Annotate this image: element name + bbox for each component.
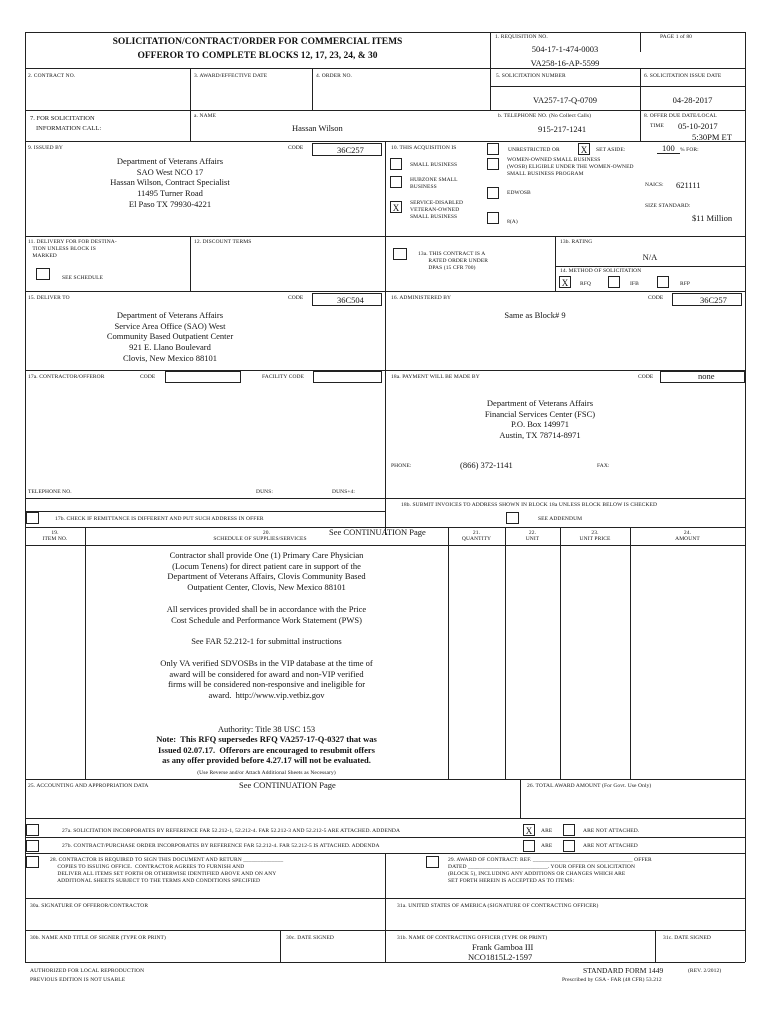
sdvosb-label: SERVICE-DISABLED VETERAN-OWNED SMALL BUSINESS (410, 200, 464, 220)
b6-label: 6. SOLICITATION ISSUE DATE (644, 73, 722, 79)
b9-code-label: CODE (288, 145, 304, 151)
b27b-are-checkbox[interactable] (523, 840, 535, 852)
b31a-label: 31a. UNITED STATES OF AMERICA (SIGNATURE OF CONTRACTING OFFICER) (397, 903, 599, 909)
prescribed-by: Prescribed by GSA - FAR (48 CFR) 53.212 (562, 977, 662, 983)
reverse-note: (Use Reverse and/or Attach Additional Sheets as Necessary) (197, 770, 336, 776)
contact-name: Hassan Wilson (292, 123, 343, 133)
contractor-code-input[interactable] (165, 371, 241, 383)
set-aside-label: SET ASIDE: (596, 147, 626, 153)
b17a-code-label: CODE (140, 374, 156, 380)
phone-label: PHONE: (391, 463, 412, 469)
rfq-label: RFQ (580, 281, 591, 287)
col-amount: AMOUNT (675, 536, 700, 542)
unrestricted-checkbox[interactable] (487, 143, 499, 155)
ifb-checkbox[interactable] (608, 276, 620, 288)
rfq-checkbox[interactable]: X (559, 276, 571, 288)
b15-code-label: CODE (288, 295, 304, 301)
col-unit: UNIT (525, 536, 540, 542)
b4-label: 4. ORDER NO. (316, 73, 353, 79)
set-aside-checkbox[interactable]: X (578, 143, 590, 155)
form-subtitle: OFFEROR TO COMPLETE BLOCKS 12, 17, 23, 24, & 30 (137, 51, 378, 61)
b9-label: 9. ISSUED BY (28, 145, 63, 151)
requisition-no-2: VA258-16-AP-5599 (530, 58, 600, 68)
facility-code-label: FACILITY CODE (262, 374, 305, 380)
b17a-label: 17a. CONTRACTOR/OFFEROR (28, 374, 105, 380)
ifb-label: IFB (630, 281, 639, 287)
footer-reproduction: AUTHORIZED FOR LOCAL REPRODUCTION (30, 968, 145, 974)
col-unit-price: UNIT PRICE (579, 536, 611, 542)
b30c-label: 30c. DATE SIGNED (286, 935, 334, 941)
col-quantity: QUANTITY (461, 536, 492, 542)
b31b-label: 31b. NAME OF CONTRACTING OFFICER (TYPE OR PRINT) (397, 935, 548, 941)
b25-label: 25. ACCOUNTING AND APPROPRIATION DATA (28, 783, 149, 789)
b7-label: 7. FOR SOLICITATION (30, 115, 95, 122)
b27a-checkbox[interactable] (26, 824, 39, 836)
b17b-label: 17b. CHECK IF REMITTANCE IS DIFFERENT AND PUT SUCH ADDRESS IN OFFER (55, 516, 264, 522)
wosb-checkbox[interactable] (487, 158, 499, 170)
contact-telephone: 915-217-1241 (538, 124, 587, 134)
b26-label: 26. TOTAL AWARD AMOUNT (For Govt. Use Only) (527, 783, 652, 789)
col-item-no: ITEM NO. (42, 536, 68, 542)
b29-checkbox[interactable] (426, 856, 439, 868)
percent-for-label: % FOR: (680, 147, 699, 153)
schedule-paragraph-1: Contractor shall provide One (1) Primary Care Physician (Locum Tenens) for direct patient care in support of the Department of Veterans Affairs, Clovis Community Based Outpatient Center, Clovis, New Mexico 88101 (167, 550, 366, 592)
b5-label: 5. SOLICITATION NUMBER (496, 73, 566, 79)
payment-phone: (866) 372-1141 (460, 460, 513, 470)
rfp-checkbox[interactable] (657, 276, 669, 288)
dpas-checkbox[interactable] (393, 248, 407, 260)
rating-value: N/A (642, 252, 658, 262)
b31c-label: 31c. DATE SIGNED (663, 935, 711, 941)
accounting-continuation: See CONTINUATION Page (239, 780, 336, 790)
contracting-officer-id: NCO1815L2-1597 (468, 952, 533, 962)
contracting-officer-name: Frank Gamboa III (472, 942, 534, 952)
b27b-label: 27b. CONTRACT/PURCHASE ORDER INCORPORATES BY REFERENCE FAR 52.212-4. FAR 52.212-5 IS ATTACHED. ADDENDA (62, 843, 380, 849)
b16-code-label: CODE (648, 295, 664, 301)
schedule-authority: Authority: Title 38 USC 153 (217, 724, 316, 734)
schedule-paragraph-2: All services provided shall be in accordance with the Price Cost Schedule and Performance Work Statement (PWS) (166, 604, 367, 625)
b7-label-2: INFORMATION CALL: (36, 125, 102, 132)
issued-by-code: 36C257 (337, 145, 364, 155)
deliver-to-address: Department of Veterans Affairs Service Area Office (SAO) West Community Based Outpatient Center 921 E. Llano Boulevard Clovis, New Mexico 88101 (106, 310, 234, 363)
deliver-to-code: 36C504 (337, 295, 364, 305)
set-aside-percent: 100 (657, 143, 680, 154)
footer-previous-edition: PREVIOUS EDITION IS NOT USABLE (30, 977, 126, 983)
b14-label: 14. METHOD OF SOLICITATION (560, 268, 642, 274)
page-number: PAGE 1 of 80 (660, 34, 693, 40)
b8-label: 8. OFFER DUE DATE/LOCAL (644, 113, 717, 119)
wosb-label: WOMEN-OWNED SMALL BUSINESS (WOSB) ELIGIBLE UNDER THE WOMEN-OWNED SMALL BUSINESS PROGRAM (507, 157, 634, 177)
facility-code-input[interactable] (313, 371, 382, 383)
edwosb-checkbox[interactable] (487, 187, 499, 199)
form-name: STANDARD FORM 1449 (583, 966, 664, 975)
b16-label: 16. ADMINISTERED BY (391, 295, 452, 301)
duns-label: DUNS: (256, 489, 274, 495)
b12-label: 12. DISCOUNT TERMS (194, 239, 252, 245)
schedule-paragraph-3: See FAR 52.212-1 for submittal instructions (191, 636, 342, 646)
offer-due-time: 5:30PM ET (692, 132, 732, 142)
b27b-checkbox[interactable] (26, 840, 39, 852)
b29-text: 29. AWARD OF CONTRACT: REF. ___________________________________ OFFER DATED ____________________________. YOUR OFFER ON SOLICITATION (BLOCK 5), INCLUDING ANY ADDITIONS OR CHANGES WHICH ARE SET FORTH HEREIN IS ACCEPTED AS TO ITEMS: (448, 857, 652, 884)
hubzone-checkbox[interactable] (390, 176, 402, 188)
col-schedule: SCHEDULE OF SUPPLIES/SERVICES (213, 536, 307, 542)
schedule-note: Note: This RFQ supersedes RFQ VA257-17-Q-0327 that was Issued 02.07.17. Offerors are encouraged to resubmit offers as any offer provided before 4.27.17 will not be evaluated. (156, 734, 377, 766)
duns4-label: DUNS+4: (332, 489, 356, 495)
payment-code: none (698, 371, 715, 381)
administered-by-code: 36C257 (700, 295, 727, 305)
schedule-continuation: See CONTINUATION Page (329, 527, 426, 537)
size-standard-label: SIZE STANDARD: (645, 203, 691, 209)
col22-num: 22. (528, 530, 537, 536)
form-revision: (REV. 2/2012) (688, 968, 722, 974)
see-addendum-label: SEE ADDENDUM (538, 516, 583, 522)
b27a-label: 27a. SOLICITATION INCORPORATES BY REFERENCE FAR 52.212-1, 52.212-4. FAR 52.212-3 AND 52.212-5 ARE ATTACHED. ADDENDA (62, 828, 401, 834)
remittance-checkbox[interactable] (26, 512, 39, 524)
b11-label: 11. DELIVERY FOR FOB DESTINA- TION UNLESS BLOCK IS MARKED (28, 239, 117, 259)
8a-label: 8(A) (507, 219, 518, 225)
b27a-are-checkbox[interactable]: X (523, 824, 535, 836)
b18a-label: 18a. PAYMENT WILL BE MADE BY (391, 374, 480, 380)
naics-label: NAICS: (645, 182, 664, 188)
edwosb-label: EDWOSB (507, 190, 531, 196)
b27b-are-not-checkbox[interactable] (563, 840, 575, 852)
b27b-are-not-label: ARE NOT ATTACHED (583, 843, 638, 849)
schedule-paragraph-4: Only VA verified SDVOSBs in the VIP database at the time of award will be considered for award and non-VIP verified firms will be considered non-responsive and ineligible for award. http://www.vip.vetbiz.gov (160, 658, 373, 700)
size-standard-value: $11 Million (692, 213, 733, 223)
b30b-label: 30b. NAME AND TITLE OF SIGNER (TYPE OR PRINT) (30, 935, 166, 941)
see-schedule-label: SEE SCHEDULE (62, 275, 104, 281)
col23-num: 23. (591, 530, 599, 536)
col24-num: 24. (683, 530, 692, 536)
requisition-no: 504-17-1-474-0003 (531, 44, 599, 54)
b13a-label: 13a. THIS CONTRACT IS A RATED ORDER UNDER DPAS (15 CFR 700) (418, 251, 489, 271)
issued-by-address: Department of Veterans Affairs SAO West NCO 17 Hassan Wilson, Contract Specialist 11495 Turner Road El Paso TX 79930-4221 (110, 156, 230, 209)
b3-label: 3. AWARD/EFFECTIVE DATE (194, 73, 268, 79)
col21-num: 21. (472, 530, 481, 536)
b2-label: 2. CONTRACT NO. (28, 73, 76, 79)
col19-num: 19. (51, 530, 59, 536)
b27a-are-label: ARE (541, 828, 553, 834)
b7b-label: b. TELEPHONE NO. (No Collect Calls) (498, 113, 592, 119)
offer-due-date: 05-10-2017 (678, 121, 718, 131)
sdvosb-checkbox[interactable]: X (390, 201, 402, 213)
see-schedule-checkbox[interactable] (36, 268, 50, 280)
see-addendum-checkbox[interactable] (506, 512, 519, 524)
b18a-code-label: CODE (638, 374, 654, 380)
telephone-label: TELEPHONE NO. (28, 489, 72, 495)
b1-label: 1. REQUISITION NO. (495, 34, 548, 40)
rfp-label: RFP (680, 281, 691, 287)
b13b-label: 13b. RATING (560, 239, 593, 245)
small-business-checkbox[interactable] (390, 158, 402, 170)
administered-by: Same as Block# 9 (504, 310, 566, 320)
form-title: SOLICITATION/CONTRACT/ORDER FOR COMMERCIAL ITEMS (112, 37, 403, 47)
8a-checkbox[interactable] (487, 212, 499, 224)
hubzone-label: HUBZONE SMALL BUSINESS (410, 177, 458, 190)
b27a-are-not-label: ARE NOT ATTACHED. (583, 828, 640, 834)
solicitation-number: VA257-17-Q-0709 (532, 95, 598, 105)
b8-time-label: TIME (650, 123, 664, 129)
payment-address: Department of Veterans Affairs Financial Services Center (FSC) P.O. Box 149971 Austin, TX 78714-8971 (484, 398, 596, 440)
b18b-label: 18b. SUBMIT INVOICES TO ADDRESS SHOWN IN BLOCK 18a UNLESS BLOCK BELOW IS CHECKED (401, 502, 658, 508)
col20-num: 20. (262, 530, 271, 536)
b10-label: 10. THIS ACQUISITION IS (391, 145, 457, 151)
b28-checkbox[interactable] (26, 856, 39, 868)
naics-code: 621111 (676, 180, 701, 190)
b27b-are-label: ARE (541, 843, 553, 849)
b30a-label: 30a. SIGNATURE OF OFFEROR/CONTRACTOR (30, 903, 149, 909)
b27a-are-not-checkbox[interactable] (563, 824, 575, 836)
b15-label: 15. DELIVER TO (28, 295, 70, 301)
unrestricted-label: UNRESTRICTED OR (508, 147, 560, 153)
b7a-label: a. NAME (194, 113, 217, 119)
small-business-label: SMALL BUSINESS (410, 162, 458, 168)
solicitation-issue-date: 04-28-2017 (672, 95, 713, 105)
b28-text: 28. CONTRACTOR IS REQUIRED TO SIGN THIS DOCUMENT AND RETURN ______________ COPIES TO ISSUING OFFICE. CONTRACTOR AGREES TO FURNISH AND DELIVER ALL ITEMS SET FORTH OR OTHERWISE IDENTIFIED ABOVE AND ON ANY ADDITIONAL SHEETS SUBJECT TO THE TERMS AND CONDITIONS SPECIFIED (50, 857, 284, 884)
fax-label: FAX: (597, 463, 610, 469)
